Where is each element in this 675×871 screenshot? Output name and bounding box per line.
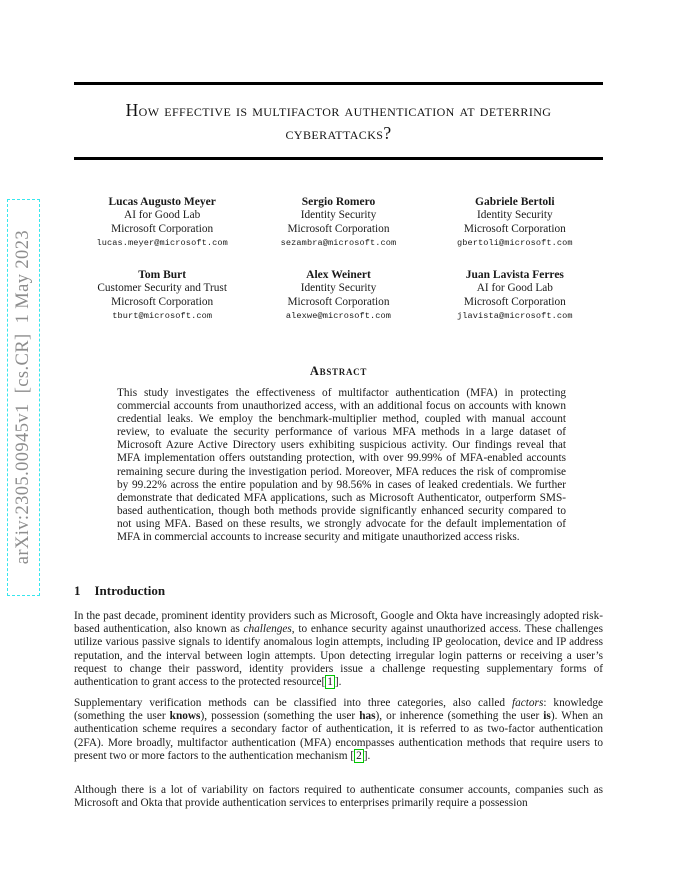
author-department: AI for Good Lab [124,209,201,222]
author-organization: Microsoft Corporation [463,295,566,308]
citation-link-2[interactable]: 2 [356,749,362,762]
abstract-text: This study investigates the effectiveness of multifactor authentication (MFA) in protecting commercial accounts from unauthorized access, with an additional focus on accounts with known credential leaks. We employ the benchmark-multiplier method, coupled with manual account review, to evaluate the security performance of various MFA methods in a large dataset of Microsoft Azure Active Directory users exhibiting suspicious activity. Our findings reveal that MFA implementation offers outstanding protection, with over 99.99% of MFA-enabled accounts remaining secure during the investigation period. Moreover, MFA reduces the risk of compromise by 99.22% across the entire population and by 98.56% in cases of leaked credentials. We further demonstrate that dedicated MFA applications, such as Microsoft Authenticator, outperform SMS-based authentication, though both methods provide significantly enhanced security compared to not using MFA. Based on these results, we strongly advocate for the default implementation of MFA in commercial accounts to increase security and mitigate unauthorized access risks. [117,387,566,544]
author-name: Sergio Romero [301,196,376,208]
author-organization: Microsoft Corporation [287,222,390,235]
authors-row-2 [74,269,603,323]
text-segment: Supplementary verification methods can be classified into three categories, also called [74,697,512,709]
authors-row-1 [74,196,603,250]
text-segment-italic: factors [511,697,544,709]
author-name: Gabriele Bertoli [475,196,555,208]
section-number: 1 [74,583,81,598]
text-segment: ]. [334,676,342,689]
author-block-4 [74,269,250,323]
text-segment-italic: challenges [243,623,292,636]
author-email: jlavista@microsoft.com [456,310,573,321]
author-block-2 [250,196,426,250]
author-organization: Microsoft Corporation [111,295,214,308]
text-segment: : knowledge (something the user [74,697,604,723]
abstract-heading: Abstract [309,364,368,378]
author-department: AI for Good Lab [476,282,553,295]
author-department: Identity Security [300,209,377,222]
title-rule-top [74,82,603,85]
citation-link-1[interactable]: 1 [327,676,333,689]
author-name: Lucas Augusto Meyer [108,196,216,208]
author-organization: Microsoft Corporation [463,222,566,235]
author-name: Juan Lavista Ferres [465,269,564,281]
text-segment: ), or inherence (something the user [375,710,544,723]
arxiv-watermark-box [7,199,40,596]
author-block-6 [427,269,603,323]
intro-paragraph-1 [74,610,603,689]
text-segment: In the past decade, prominent identity providers such as Microsoft, Google and Okta have increasingly adopted risk-based authentication, also known as [74,610,603,636]
author-department: Identity Security [300,282,377,295]
author-email: alexwe@microsoft.com [285,310,392,321]
text-segment: ]. [363,749,371,762]
author-department: Customer Security and Trust [97,282,227,295]
author-email: tburt@microsoft.com [112,310,213,321]
text-segment-bold: knows [169,710,201,723]
author-organization: Microsoft Corporation [287,295,390,308]
intro-paragraph-2 [74,697,603,763]
text-segment: ). When an authentication scheme requires a secondary factor of authentication, it is referred to as two-factor authentication (2FA). More broadly, multifactor authentication (MFA) encompasses authentication methods that require users to present two or more factors to the authentication mechanism [74,710,604,762]
text-segment: ), possession (something the user [200,710,360,723]
paper-title: How effective is multifactor authentication at deterring cyberattacks? [125,100,552,143]
author-email: sezambra@microsoft.com [280,237,397,248]
author-block-3 [427,196,603,250]
author-block-1 [74,196,250,250]
text-segment-bold: is [543,710,551,723]
section-heading-introduction [74,583,165,599]
author-name: Alex Weinert [306,269,371,281]
author-email: gbertoli@microsoft.com [456,237,573,248]
text-segment: , to enhance security against unauthorized access. These challenges utilize various passive signals to identify anomalous login attempts, including IP geolocation, device and IP address reputation, and the interval between login attempts. Upon detecting irregular login patterns or receiving a user’s request to change their password, identity providers issue a challenge requesting supplementary forms of authentication to grant access to the protected resource [74,623,603,689]
section-title: Introduction [94,583,166,598]
intro-paragraph-3 [74,784,603,810]
author-organization: Microsoft Corporation [111,222,214,235]
arxiv-watermark-text: arXiv:2305.00945v1 [cs.CR] 1 May 2023 [13,230,33,565]
author-name: Tom Burt [138,269,187,281]
text-segment: [ [321,676,326,689]
author-block-5 [250,269,426,323]
text-segment-bold: has [359,710,376,723]
author-department: Identity Security [477,209,553,222]
author-email: lucas.meyer@microsoft.com [96,237,228,248]
text-segment: [ [350,749,355,762]
text-segment: Although there is a lot of variability on factors required to authenticate consumer accounts, companies such as Microsoft and Okta that provide authentication services to enterprises primarily require a possession [74,784,603,810]
title-rule-bottom [74,157,603,160]
